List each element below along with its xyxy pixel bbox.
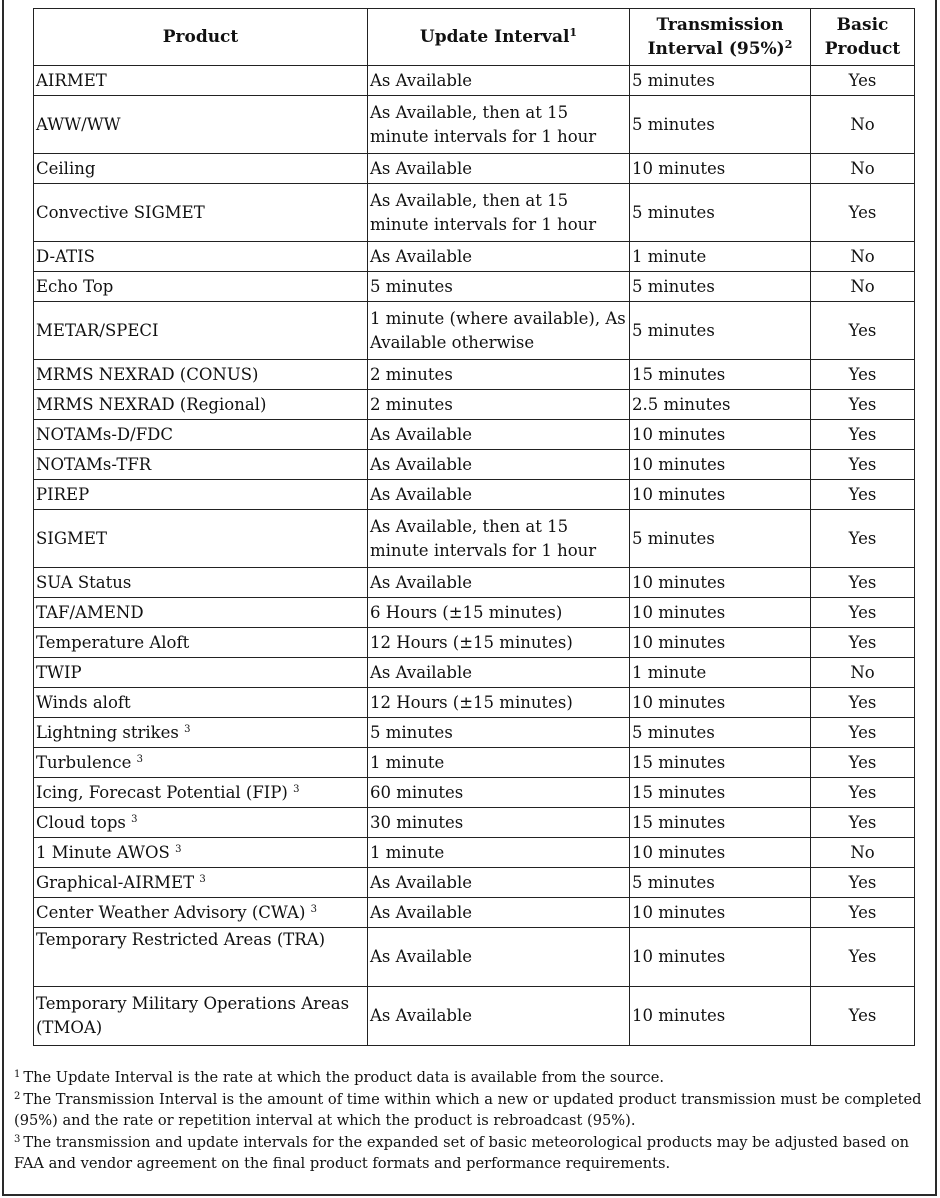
product-cell: PIREP [34,480,368,510]
table-row [34,838,915,868]
update-interval-cell: 1 minute [368,748,630,778]
product-cell: 1 Minute AWOS $^3$ [34,838,368,868]
fis-b-products-table [33,8,915,1046]
basic-product-cell: Yes [811,628,915,658]
transmission-interval-cell: 5 minutes [630,302,811,360]
footnote-mark: 3 [14,1133,21,1145]
update-interval-cell: As Available [368,242,630,272]
table-header-row [34,9,915,66]
update-interval-cell: 12 Hours (±15 minutes) [368,688,630,718]
table-row [34,748,915,778]
basic-product-cell: Yes [811,184,915,242]
product-cell: Cloud tops $^3$ [34,808,368,838]
transmission-interval-cell: 5 minutes [630,510,811,568]
table-row [34,718,915,748]
product-cell: Echo Top [34,272,368,302]
transmission-interval-cell: 10 minutes [630,480,811,510]
transmission-interval-cell: 10 minutes [630,450,811,480]
table-row [34,628,915,658]
table-row [34,987,915,1046]
product-cell: TWIP [34,658,368,688]
update-interval-cell: 30 minutes [368,808,630,838]
transmission-interval-cell: 10 minutes [630,987,811,1046]
transmission-interval-cell: 10 minutes [630,628,811,658]
footnote-mark: 3 [293,783,300,795]
footnote-mark: 1 [14,1069,21,1080]
product-cell: NOTAMs-TFR [34,450,368,480]
basic-product-cell: Yes [811,420,915,450]
header-basic-product: Basic Product [811,9,915,66]
footnote [14,1067,934,1089]
footnote [14,1132,934,1175]
footnote-mark: 1 [569,26,578,39]
transmission-interval-cell: 10 minutes [630,838,811,868]
update-interval-cell: As Available [368,450,630,480]
transmission-interval-cell: 15 minutes [630,748,811,778]
footnote-mark: 3 [199,873,206,885]
footnote-mark: 3 [131,813,138,825]
table-row [34,688,915,718]
product-cell: MRMS NEXRAD (Regional) [34,390,368,420]
footnote-text: The transmission and update intervals for the expanded set of basic meteorological products may be adjusted based on FAA and vendor agreement on the final product formats and performance requirements. [14,1133,910,1172]
table-row [34,96,915,154]
product-cell: MRMS NEXRAD (CONUS) [34,360,368,390]
product-cell: AWW/WW [34,96,368,154]
update-interval-cell: As Available, then at 15 minute intervals for 1 hour [368,184,630,242]
basic-product-cell: Yes [811,390,915,420]
basic-product-cell: Yes [811,66,915,96]
table-row [34,420,915,450]
basic-product-cell: No [811,154,915,184]
product-cell: Icing, Forecast Potential (FIP) $^3$ [34,778,368,808]
product-cell: Temperature Aloft [34,628,368,658]
basic-product-cell: No [811,242,915,272]
update-interval-cell: 2 minutes [368,390,630,420]
transmission-interval-cell: 15 minutes [630,360,811,390]
table-row [34,568,915,598]
transmission-interval-cell: 1 minute [630,242,811,272]
update-interval-cell: 60 minutes [368,778,630,808]
table-row [34,778,915,808]
product-cell: AIRMET [34,66,368,96]
basic-product-cell: Yes [811,898,915,928]
transmission-interval-cell: 5 minutes [630,718,811,748]
transmission-interval-cell: 10 minutes [630,568,811,598]
update-interval-cell: 1 minute (where available), As Available otherwise [368,302,630,360]
basic-product-cell: Yes [811,360,915,390]
footnote-mark: 3 [175,843,182,855]
header-transmission-interval: Transmission Interval $(95\%)^2$ [630,9,811,66]
product-cell: METAR/SPECI [34,302,368,360]
table-row [34,510,915,568]
footnotes [14,1067,934,1175]
update-interval-cell: As Available [368,66,630,96]
update-interval-cell: As Available [368,898,630,928]
transmission-interval-cell: 15 minutes [630,808,811,838]
basic-product-cell: Yes [811,928,915,987]
basic-product-cell: Yes [811,568,915,598]
basic-product-cell: Yes [811,718,915,748]
header-product: Product [34,9,368,66]
update-interval-cell: As Available [368,420,630,450]
footnote-mark: 3 [310,903,318,915]
table-row [34,390,915,420]
update-interval-cell: As Available [368,658,630,688]
update-interval-cell: As Available [368,928,630,987]
update-interval-cell: 12 Hours (±15 minutes) [368,628,630,658]
table-row [34,868,915,898]
transmission-interval-cell: 10 minutes [630,928,811,987]
transmission-interval-cell: 10 minutes [630,420,811,450]
table-row [34,360,915,390]
basic-product-cell: Yes [811,688,915,718]
table-row [34,808,915,838]
transmission-interval-cell: 1 minute [630,658,811,688]
product-cell: Temporary Restricted Areas (TRA) [34,928,368,987]
transmission-interval-cell: 5 minutes [630,272,811,302]
product-cell: SUA Status [34,568,368,598]
transmission-interval-cell: 5 minutes [630,96,811,154]
transmission-interval-cell: 10 minutes [630,688,811,718]
basic-product-cell: Yes [811,480,915,510]
footnote-mark: 3 [136,753,144,765]
product-cell: Center Weather Advisory (CWA) $^3$ [34,898,368,928]
product-cell: TAF/AMEND [34,598,368,628]
transmission-interval-cell: 10 minutes [630,898,811,928]
table-row [34,450,915,480]
table-row [34,898,915,928]
product-cell: SIGMET [34,510,368,568]
update-interval-cell: As Available [368,480,630,510]
update-interval-cell: As Available [368,868,630,898]
table-row [34,928,915,987]
table-row [34,658,915,688]
table-row [34,302,915,360]
transmission-interval-cell: 5 minutes [630,66,811,96]
product-cell: Convective SIGMET [34,184,368,242]
table-row [34,242,915,272]
basic-product-cell: No [811,272,915,302]
basic-product-cell: Yes [811,778,915,808]
table-row [34,184,915,242]
table-row [34,480,915,510]
product-cell: Lightning strikes $^3$ [34,718,368,748]
footnote-text: The Transmission Interval is the amount of time within which a new or updated product transmission must be completed (95%) and the rate or repetition interval at which the product is rebroadcast (95%). [14,1090,922,1129]
footnote [14,1089,934,1132]
update-interval-cell: As Available [368,987,630,1046]
basic-product-cell: No [811,658,915,688]
table-row [34,66,915,96]
basic-product-cell: No [811,838,915,868]
product-cell: Temporary Military Operations Areas (TMOA) [34,987,368,1046]
transmission-interval-cell: 10 minutes [630,598,811,628]
product-cell: Graphical-AIRMET $^3$ [34,868,368,898]
product-cell: NOTAMs-D/FDC [34,420,368,450]
update-interval-cell: As Available, then at 15 minute intervals for 1 hour [368,96,630,154]
footnote-mark: 3 [184,723,191,735]
update-interval-cell: 2 minutes [368,360,630,390]
transmission-interval-cell: 15 minutes [630,778,811,808]
basic-product-cell: Yes [811,748,915,778]
transmission-interval-cell: 5 minutes [630,184,811,242]
basic-product-cell: Yes [811,450,915,480]
basic-product-cell: Yes [811,510,915,568]
table-row [34,598,915,628]
update-interval-cell: As Available [368,568,630,598]
basic-product-cell: Yes [811,598,915,628]
product-cell: Turbulence $^3$ [34,748,368,778]
basic-product-cell: Yes [811,868,915,898]
basic-product-cell: Yes [811,302,915,360]
transmission-interval-cell: 10 minutes [630,154,811,184]
transmission-interval-cell: 5 minutes [630,868,811,898]
table-body [34,66,915,1046]
footnote-text: The Update Interval is the rate at which the product data is available from the source. [23,1069,664,1086]
update-interval-cell: As Available [368,154,630,184]
footnote-mark: 2 [784,38,793,51]
basic-product-cell: Yes [811,808,915,838]
product-cell: Winds aloft [34,688,368,718]
table-row [34,154,915,184]
header-update-interval: Update Interval$^1$ [368,9,630,66]
transmission-interval-cell: 2.5 minutes [630,390,811,420]
update-interval-cell: 5 minutes [368,272,630,302]
basic-product-cell: No [811,96,915,154]
update-interval-cell: 1 minute [368,838,630,868]
update-interval-cell: As Available, then at 15 minute intervals for 1 hour [368,510,630,568]
update-interval-cell: 6 Hours (±15 minutes) [368,598,630,628]
product-cell: Ceiling [34,154,368,184]
table-row [34,272,915,302]
update-interval-cell: 5 minutes [368,718,630,748]
footnote-mark: 2 [14,1090,21,1102]
basic-product-cell: Yes [811,987,915,1046]
product-cell: D-ATIS [34,242,368,272]
